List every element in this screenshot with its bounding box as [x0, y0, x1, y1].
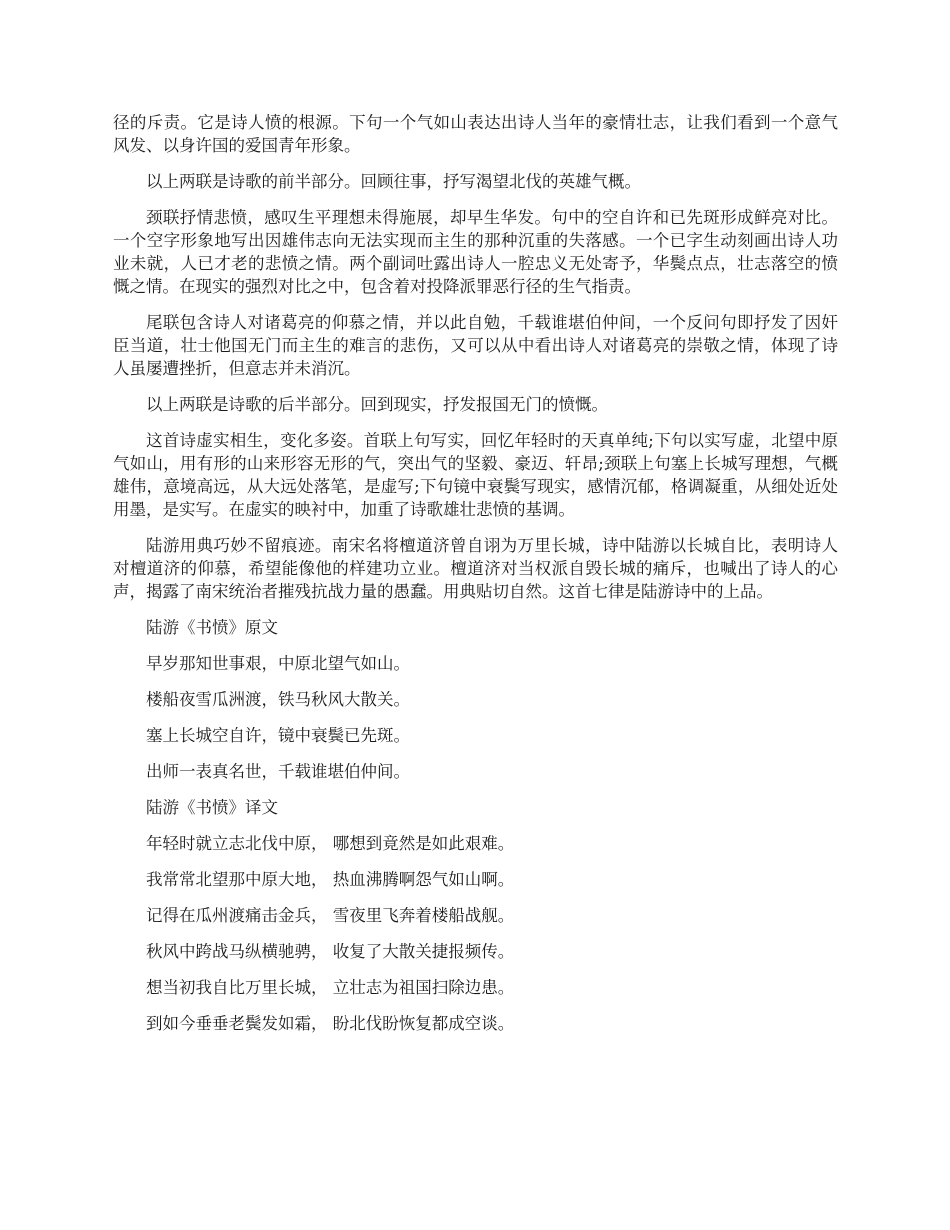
paragraph-allusion: 陆游用典巧妙不留痕迹。南宋名将檀道济曾自诩为万里长城，诗中陆游以长城自比，表明诗人对檀道济的仰慕，希望能像他的样建功立业。檀道济对当权派自毁长城的痛斥，也喊出了诗人的心声，揭露了南宋统治者摧残抗战力量的愚蠢。用典贴切自然。这首七律是陆游诗中的上品。	[113, 536, 838, 601]
translation-line: 想当初我自比万里长城， 立壮志为祖国扫除边患。	[146, 978, 515, 997]
paragraph-virtual-real: 这首诗虚实相生，变化多姿。首联上句写实，回忆年轻时的天真单纯;下句以实写虚，北望中原气如山，用有形的山来形容无形的气，突出气的坚毅、豪迈、轩昂;颈联上句塞上长城写理想，气概雄伟，意境高远，从大远处落笔，是虚写;下句镜中衰鬓写现实，感情沉郁，格调凝重，从细处近处用墨，是实写。在虚实的映衬中，加重了诗歌雄壮悲愤的基调。	[113, 431, 838, 519]
translation-line: 秋风中跨战马纵横驰骋， 收复了大散关捷报频传。	[146, 942, 515, 961]
paragraph-summary-second-half: 以上两联是诗歌的后半部分。回到现实，抒发报国无门的愤慨。	[146, 395, 608, 414]
poem-line: 塞上长城空自许，镜中衰鬓已先斑。	[146, 726, 410, 745]
paragraph-continued: 径的斥责。它是诗人愤的根源。下句一个气如山表达出诗人当年的豪情壮志，让我们看到一个意气风发、以身许国的爱国青年形象。	[113, 113, 838, 155]
poem-line: 楼船夜雪瓜洲渡，铁马秋风大散关。	[146, 690, 410, 709]
document-page	[113, 111, 838, 1048]
paragraph-summary-first-half: 以上两联是诗歌的前半部分。回顾往事，抒写渴望北伐的英雄气概。	[146, 172, 641, 191]
translation-line: 记得在瓜州渡痛击金兵， 雪夜里飞奔着楼船战舰。	[146, 906, 515, 925]
translation-line: 到如今垂垂老鬓发如霜， 盼北伐盼恢复都成空谈。	[146, 1014, 515, 1033]
heading-translation: 陆游《书愤》译文	[146, 798, 278, 817]
translation-line: 我常常北望那中原大地， 热血沸腾啊怨气如山啊。	[146, 870, 515, 889]
paragraph-tail-couplet: 尾联包含诗人对诸葛亮的仰慕之情，并以此自勉，千载谁堪伯仲间，一个反问句即抒发了因奸臣当道，壮士他国无门而主生的难言的悲伤，又可以从中看出诗人对诸葛亮的崇敬之情，体现了诗人虽屡遭挫折，但意志并未消沉。	[113, 313, 838, 378]
heading-original-text: 陆游《书愤》原文	[146, 618, 278, 637]
translation-line: 年轻时就立志北伐中原， 哪想到竟然是如此艰难。	[146, 834, 515, 853]
paragraph-neck-couplet: 颈联抒情悲愤，感叹生平理想未得施展，却早生华发。句中的空自许和已先斑形成鲜亮对比。一个空字形象地写出因雄伟志向无法实现而主生的那种沉重的失落感。一个已字生动刻画出诗人功业未就，人已才老的悲愤之情。两个副词吐露出诗人一腔忠义无处寄予，华鬓点点，壮志落空的愤慨之情。在现实的强烈对比之中，包含着对投降派罪恶行径的生气指责。	[113, 208, 838, 296]
poem-line: 出师一表真名世，千载谁堪伯仲间。	[146, 762, 410, 781]
poem-line: 早岁那知世事艰，中原北望气如山。	[146, 654, 410, 673]
